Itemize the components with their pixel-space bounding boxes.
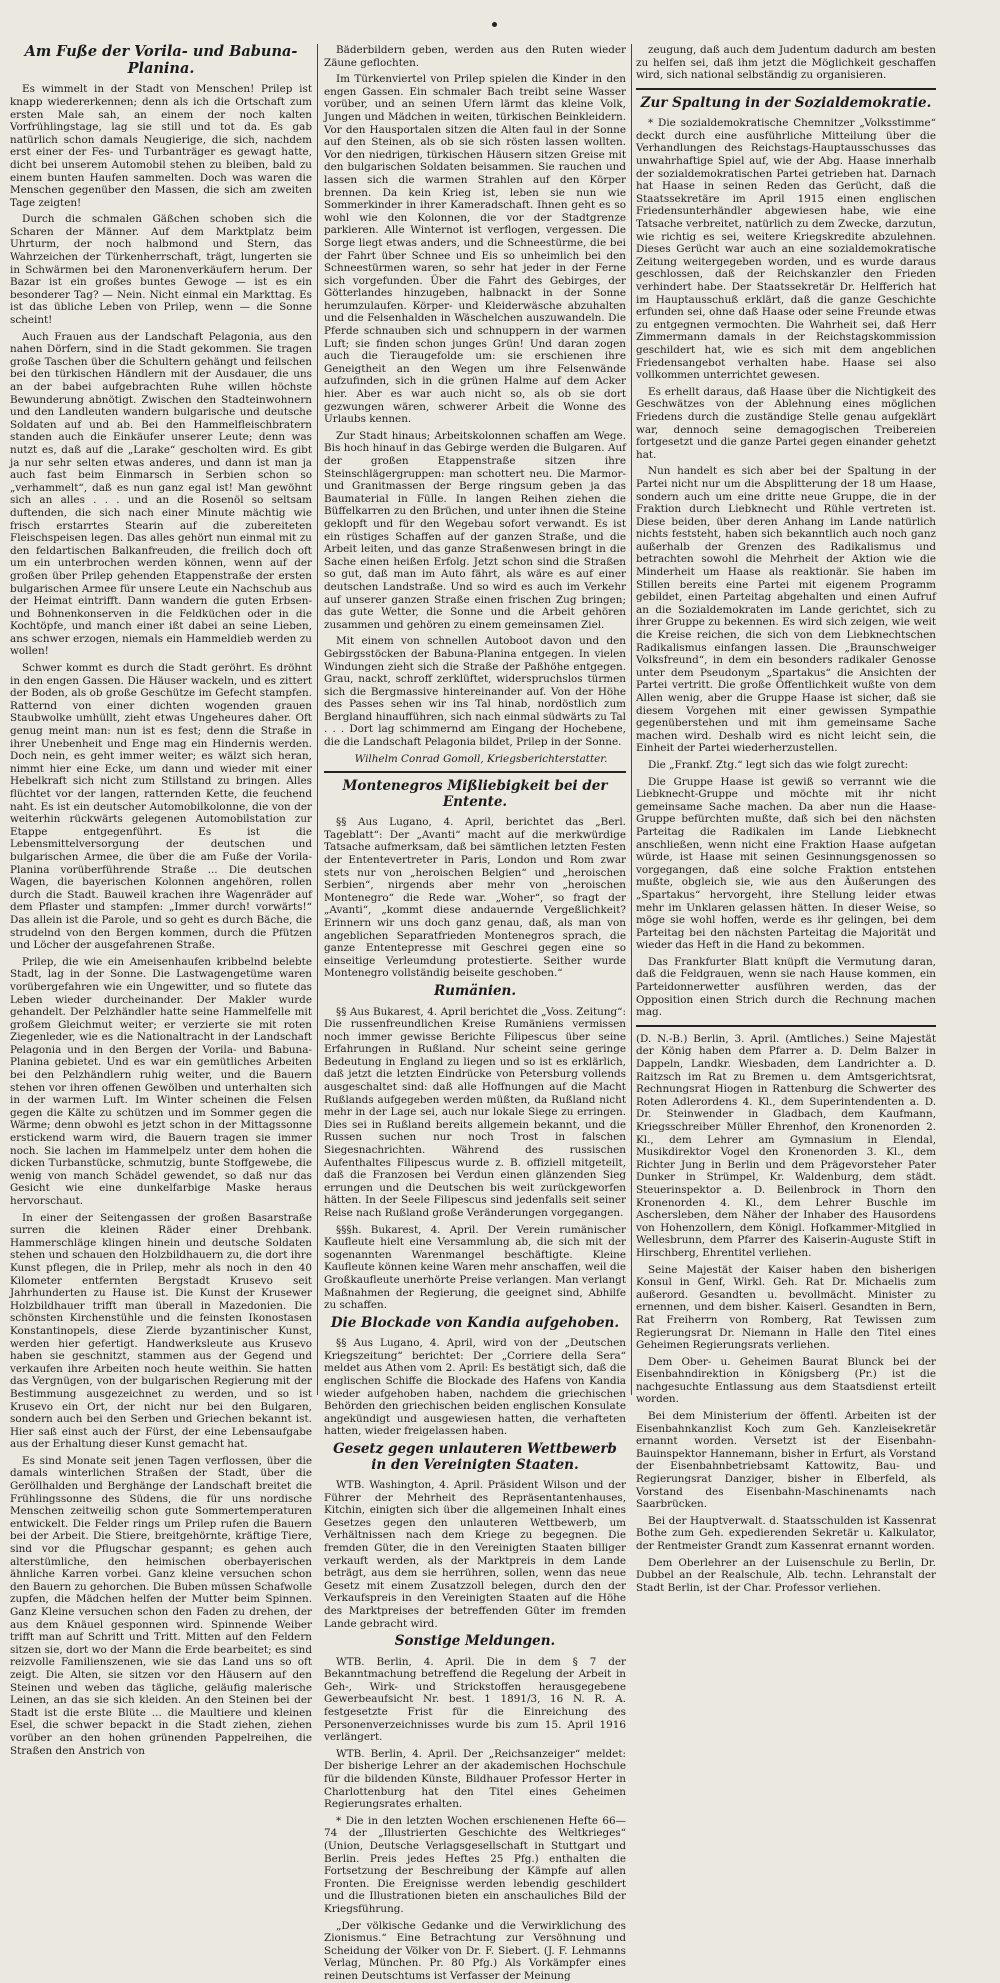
paragraph: Seine Majestät der Kaiser haben den bisherigen Konsul in Genf, Wirkl. Geh. Rat Dr. Michaelis zum außerord. Gesandten u. bevollmächt. Minister zu ernennen, und dem bisher. Kaiserl. Gesandten in Bern, Rat Freiherrn von Romberg, Rat Tewissen zum Regierungsrat Dr. Niemann in Halle den Titel eines Geheimen Regierungsrats verliehen. [636,1263,936,1352]
article-title-rumaenien: Rumänien. [433,983,517,999]
paragraph: Dem Oberlehrer an der Luisenschule zu Berlin, Dr. Dubbel an der Realschule, Alb. techn. Lehranstalt der Stadt Berlin, ist der Char. Professor verliehen. [636,1556,936,1594]
paragraph: Prilep, die wie ein Ameisenhaufen kribbelnd belebte Stadt, lag in der Sonne. Die Lastwagengetüme waren vorübergefahren wie ein Ungewitter, und so flutete das Leben wieder durcheinander. Der Makler wurde gehandelt. Der Pelzhändler hatte seine Hammelfelle mit großem Gleichmut weiter; er verzierte sie mit roten Ziegenleder, wie es die Nationaltracht in der Landschaft Pelagonia und in den Bergen der Vorila- und Babuna-Planina gebietet. Und es war ein gemütliches Arbeiten bei den Pelzhändlern ruhig weiter, und die Bauern stehen vor ihren offenen Gewölben und unterhalten sich in der warmen Luft. Im Winter scheinen die Felsen gegen die Kälte zu schützen und im Sommer gegen die Wärme; denn obwohl es jetzt schon in der Mittagssonne erstickend warm wird, die Bauern tragen sie immer noch. Sie lachen im Hammelpelz unter dem hohen die dicken Turbanstücke, schmutzig, bunte Stoffgewebe, die wenig von manch Schädel gewendet, so daß nur das Gesicht wie eine dunkelfarbige Maske heraus hervorschaut. [10,955,312,1207]
section-rule [324,771,626,773]
paragraph: * Die in den letzten Wochen erschienenen Hefte 66—74 der „Illustrierten Geschichte des Weltkrieges“ (Union, Deutsche Verlagsgesellschaft in Stuttgart und Berlin. Preis jedes Heftes 25 Pfg.) enthalten die Fortsetzung der Beschreibung der Kämpfe auf allen Fronten. Die Ereignisse werden lebendig geschildert und die Illustrationen bieten ein anschauliches Bild der Kriegsführung. [324,1814,626,1915]
column-3 [636,44,936,1594]
paragraph: §§§h. Bukarest, 4. April. Der Verein rumänischer Kaufleute hielt eine Versammlung ab, die sich mit der sogenannten Warenmangel beschäftigte. Kleine Kaufleute können keine Waren mehr anschaffen, weil die Großkaufleute unerhörte Preise verlangen. Man verlangt Maßnahmen der Regierung, die geeignet sind, Abhilfe zu schaffen. [324,1223,626,1312]
column-divider-1 [317,44,318,1395]
paragraph: WTB. Washington, 4. April. Präsident Wilson und der Führer der Mehrheit des Repräsentantenhauses, Kitchin, einigten sich über die allgemeinen Inhalt eines Gesetzes gegen den unlauteren Wettbewerb, um Verhältnissen nach dem Kriege zu begegnen. Die fremden Güter, die in den Vereinigten Staaten billiger verkauft werden, als der Marktpreis in dem Lande beträgt, aus dem sie herrühren, sollen, wenn das neue Gesetz mit einem Zusatzzoll belegen, durch den der Verkaufspreis in den Vereinigten Staaten auf die Höhe des Marktpreises der betreffenden Güter im fremden Lande gebracht wird. [324,1479,626,1630]
article-title-vorila-babuna: Am Fuße der Vorila- und Babuna-Planina. [24,43,298,77]
paragraph: „Der völkische Gedanke und die Verwirklichung des Zionismus.“ Eine Betrachtung zur Versöhnung und Scheidung der Völker von Dr. F. Siebert. (J. F. Lehmanns Verlag, München. Pr. 80 Pfg.) Als Vorkämpfer eines reinen Deutschtums ist Verfasser der Meinung [324,1919,626,1982]
article-title-kandia: Die Blockade von Kandia aufgehoben. [330,1314,620,1331]
paragraph: §§ Aus Lugano, 4. April, berichtet das „Berl. Tageblatt“: Der „Avanti“ macht auf die merkwürdige Tatsache aufmerksam, daß bei sämtlichen letzten Festen der Ententevertreter in Paris, London und Rom zwar stets nur von „heroischen Belgien“ und „heroischen Serbien“, nirgends aber mehr von „heroischen Montenegro“ die Rede war. „Woher“, so fragt der „Avanti“, „kommt diese andauernde Vergeßlichkeit? Erinnern wir uns doch ganz genau, daß, als man von angeblichen Separatfrieden Montenegros sprach, die ganze Ententepresse mit Geschrei gegen eine so einseitige Verleumdung protestierte. Seither wurde Montenegro vollständig beiseite geschoben.“ [324,816,626,980]
paragraph: WTB. Berlin, 4. April. Die in dem § 7 der Bekanntmachung betreffend die Regelung der Arbeit in Geh-, Wirk- und Strickstoffen herausgegebene Gewerbeaufsicht Nr. best. 1 1891/3, 16 N. R. A. festgesetzte Frist für die Einreichung des Personenverzeichnisses wurde bis zum 15. April 1916 verlängert. [324,1655,626,1744]
paragraph: Zur Stadt hinaus; Arbeitskolonnen schaffen am Wege. Bis hoch hinauf in das Gebirge werden die Bulgaren. Auf der großen Etappenstraße sitzen ihre Steinschlägergruppen: man schottert neu. Die Marmor- und Granitmassen der Berge ringsum geben ja das Baumaterial in Fülle. In langen Reihen ziehen die Büffelkarren zu den Brüchen, und unter ihnen die Steine geklopft und für den Wegebau sofort verwandt. Es ist ein rüstiges Schaffen auf der ganzen Straße, und die Arbeit leiten, und das ganze Straßenwesen bringt in die Sache einen heißen Erfolg. Jetzt schon sind die Straßen so gut, daß man im Auto fährt, als wäre es auf einer deutschen Landstraße. Und so wird es auch im Verkehr auf unserer ganzen Straße einen frischen Zug bringen; das gute Wetter, die Sonne und die Arbeit gehören zusammen und gehören zu einem gemeinsamen Ziel. [324,429,626,631]
article-title-wettbewerb: Gesetz gegen unlauteren Wettbewerb in den Vereinigten Staaten. [333,1441,617,1473]
author-signature: Wilhelm Conrad Gomoll, Kriegsberichterstatter. [354,752,608,765]
paragraph: Bei dem Ministerium der öffentl. Arbeiten ist der Eisenbahnkanzlist Koch zum Geh. Kanzleisekretär ernannt worden. Versetzt ist der Eisenbahn-Bauinspektor Hannemann, bisher in Erfurt, als Vorstand der Eisenbahnbetriebsamt Kattowitz, Bau- und Regierungsrat Danziger, bisher in Elberfeld, als Vorstand des Eisenbahn-Maschinenamts nach Saarbrücken. [636,1410,936,1511]
section-rule [636,88,936,90]
article-title-sonstige-meldungen: Sonstige Meldungen. [394,1633,556,1650]
paragraph: Das Frankfurter Blatt knüpft die Vermutung daran, daß die Feldgrauen, wenn sie nach Hause kommen, ein Parteidonnerwetter ausführen werden, das der Opposition einen Strich durch die Rechnung machen mag. [636,955,936,1019]
page-dot-mark [492,22,497,27]
continued-fragment: Bäderbildern geben, werden aus den Ruten wieder Zäune geflochten. [324,44,626,69]
paragraph: Die „Frankf. Ztg.“ legt sich das wie folgt zurecht: [648,758,909,771]
paragraph: Nun handelt es sich aber bei der Spaltung in der Partei nicht nur um die Absplitterung der 18 um Haase, sondern auch um eine dritte neue Gruppe, die in der Fraktion durch Liebknecht und Rühle vertreten ist. Diese beiden, über deren Anhang im Lande natürlich nichts feststeht, haben sich bekanntlich auch noch ganz außerhalb der Grenzen des Radikalismus und betrachten sowohl die Mehrheit der Aktion wie die Minderheit um Haase als reaktionär. Sie haben im Stillen bereits eine Partei mit eigenem Programm gebildet, einen Parteitag abgehalten und einen Aufruf an die Sozialdemokraten im Lande gerichtet, sich zu ihrer Gruppe zu bekennen. Es wird sich zeigen, wie weit die Kreise reichen, die sich von dem Liebknechtschen Radikalismus einfangen lassen. Die „Braunschweiger Volksfreund“, in dem ein besonders radikaler Genosse unter dem Pseudonym „Spartakus“ die Ansichten der Partei vertritt. Die große Öffentlichkeit wußte von dem Allen wenig, aber die Gruppe Haase ist sicher, daß sie diesem Vorgehen mit einer gewissen Sympathie gegenüberstehen und mit ihm gemeinsame Sache machen wird. Deshalb wird es nicht leicht sein, die Einheit der Partei wiederherzustellen. [636,465,936,755]
column-2 [324,44,626,1982]
paragraph: Schwer kommt es durch die Stadt geröhrt. Es dröhnt in den engen Gassen. Die Häuser wackeln, und es zittert der Boden, als ob große Geschütze im Gefecht stampfen. Ratternd von einer dichten wogenden grauen Staubwolke umhüllt, zieht etwas Ungeheures daher. Oft genug meint man: nun ist es fest; denn die Straße in ihrer Unebenheit und Enge mag ein Hindernis werden. Doch nein, es geht immer weiter; es wälzt sich heran, nimmt hier eine Ecke, um dann und wieder mit einer Hebelkraft sich nicht zum Stillstand zu bringen. Alles flüchtet vor der langen, ratternden Kette, die feuchend naht. Es ist ein deutscher Automobilkolonne, die von der weiterhin rückwärts gelegenen Automobilstation zur Etappe entgegenführt. Es ist die Lebensmittelversorgung der deutschen und bulgarischen Armee, die über die am Fuße der Vorila-Planina vorüberführende Straße ... Die deutschen Wagen, die bayerischen Kolonnen angehören, rollen durch die Stadt. Bauweil krachen ihre Wagenräder auf dem Pflaster und stampfen: „Immer durch! vorwärts!“ Das allein ist die Parole, und so geht es durch Bäche, die strudelnd von den Bergen kommen, durch die Pfützen und Löcher der ausgefahrenen Straße. [10,662,312,952]
article-title-sozialdemokratie: Zur Spaltung in der Sozialdemokratie. [640,94,932,111]
article-body-vorila-babuna [10,83,312,1757]
column-1 [10,43,312,1757]
paragraph: Durch die schmalen Gäßchen schoben sich die Scharen der Männer. Auf dem Marktplatz beim Uhrturm, der noch halbmond und Stern, das Wahrzeichen der Türkenherrschaft, trägt, lungerten sie in Schwärmen bei den Maronenverkäufern herum. Der Bazar ist ein großes buntes Gewoge — ist es ein besonderer Tag? — Nein. Nicht einmal ein Markttag. Es ist das übliche Leben von Prilep, wenn — die Sonne scheint! [10,213,312,327]
paragraph: Es wimmelt in der Stadt von Menschen! Prilep ist knapp wiedererkennen; denn als ich die Ortschaft zum ersten Male sah, an einem der noch kalten Vorfrühlingstage, lag sie still und tot da. Es gab natürlich schon damals Neugierige, die sich, nachdem erst einer der Fes- und Turbanträger es gewagt hatte, dicht bei unserem Automobil stehen zu bleiben, bald zu einem bunten Haufen sammelten. Doch was waren die Menschen gegenüber den Massen, die sich am zweiten Tage zeigten! [10,83,312,209]
paragraph: Es sind Monate seit jenen Tagen verflossen, über die damals winterlichen Straßen der Stadt, über die Geröllhalden und Berghänge der Landschaft breitet die Frühlingssonne des Südens, die für uns nordische Menschen zeitweilig schon gute Sommertemperaturen entwickelt. Die Felder rings um Prilep rufen die Bauern bei der Arbeit. Die Stiere, breitgehörnte, kräftige Tiere, sind vor die Pflugschar gespannt; es gehen auch alterstümliche, den heimischen oberbayerischen ähnliche Karren vorbei. Ganz kleine versuchen schon den Bauern zu gehorchen. Die Buben müssen Schafwolle zupfen, die Mädchen helfen der Mutter beim Spinnen. Ganz Kleine versuchen schon den Faden zu drehen, der aus dem Knäuel gesponnen wird. Spinnende Weiber trifft man auf Schritt und Tritt. Mitten auf den Feldern sitzen sie, dort wo der Mann die Erde bearbeitet; es sind reizvolle Familienszenen, wie sie das Land uns so oft zeigt. Die Alten, sie sitzen vor den Häusern auf den Steinen und weben das tägliche, geläufig malerische Leinen, an das sie sich kleiden. An den Steinen bei der Stadt ist die erste Blüte ... die Maultiere und kleinen Esel, die schwer bepackt in die Stadt ziehen, ziehen vorüber an den hohen grünenden Pappelreihen, die Straßen den Anstrich von [10,1454,312,1757]
article-title-montenegro: Montenegros Mißliebigkeit bei der Entente. [342,778,608,810]
paragraph: §§ Aus Lugano, 4. April, wird von der „Deutschen Kriegszeitung“ berichtet: Der „Corriere della Sera“ meldet aus Athen vom 2. April: Es bestätigt sich, daß die englischen Schiffe die Blockade des Hafens von Kandia wieder aufgehoben haben, nachdem die griechischen Behörden den griechischen beiden englischen Konsulate angekündigt und ausgewiesen hatten, die verhafteten hatten, wieder freigelassen haben. [324,1337,626,1438]
paragraph: Die Gruppe Haase ist gewiß so verrannt wie die Liebknecht-Gruppe und möchte mit ihr nicht gemeinsame Sache machen. Da aber nun die Haase-Gruppe befürchten mußte, daß sich bei den nächsten Parteitag die Radikalen im Lande Liebknecht anschließen, wenn nicht eine Fraktion Haase aufgetan würde, ist Haase mit seinen Gesinnungsgenossen so vorgegangen, daß eine solche Fraktion entstehen mußte, obgleich sie, wie aus den Äußerungen des „Spartakus“ hervorgeht, ihre Stellung leider etwas mehr im Unklaren gelassen hätten. In dieser Weise, so möge sie wohl hoffen, werde es ihr gelingen, bei dem Parteitag bei den nächsten Parteitag die Majorität und wieder das Heft in die Hand zu bekommen. [636,775,936,952]
paragraph: Mit einem von schnellen Autoboot davon und den Gebirgsstöcken der Babuna-Planina entgegen. In vielen Windungen zieht sich die Straße der Paßhöhe entgegen. Grau, nackt, schroff zerklüftet, widerspruchslos türmen sich die Bergmassive hintereinander auf. Von der Höhe des Passes sehen wir ins Tal hinab, nordöstlich zum Bergland hinaufführen, sich nach einmal südwärts zu Tal . . . Dort lag schimmernd am Eingang der Hochebene, die die Landschaft Pelagonia bildet, Prilep in der Sonne. [324,635,626,749]
paragraph: Im Türkenviertel von Prilep spielen die Kinder in den engen Gassen. Ein schmaler Bach treibt seine Wasser vorüber, und an seinen Ufern lärmt das kleine Volk, Jungen und Mädchen in weiten, türkischen Beinkleidern. Vor den Hausportalen sitzen die Alten faul in der Sonne auf den Steinen, als ob sie sich rösten lassen wollten. Vor den niedrigen, türkischen Häusern sitzen Greise mit den bulgarischen Soldaten beisammen. Sie rauchen und lassen sich die warmen Strahlen auf den Körper brennen. Da kein Krieg ist, leben sie nun wie Sommerkinder in ihrer Kameradschaft. Ihnen geht es so wohl wie den Kolonnen, die vor der Stadtgrenze parkieren. Alle Winternot ist verflogen, vergessen. Die Sorge liegt etwas anders, und die Schneestürme, die bei der Fahrt über Schnee und Eis so unheimlich bei den Schneestürmen waren, so sehr hat jeder in der Ferne sich vorgefunden. Über die Fahrt des Gebirges, der Götterlandes hinzugeben, halbnackt in der Sonne herumzulaufen. Körper- und Kleiderwäsche abzuhalten und die Felsenhalden in Wäschelchen auszuwandeln. Die Pferde schnauben sich und schnuppern in der warmen Luft; sie finden schon junges Grün! Und daran zogen auch die Tieraugefolde um: sie erschienen ihre Geneigtheit an den Wegen um ihre Felsenwände aufzufinden, sich in die grünen Halme auf dem Acker hier. Aber es war auch nicht so, als ob sie dort gezwungen wären, schwerer Arbeit die Wonne des Urlaubs kennen. [324,73,626,426]
column-divider-2 [631,44,632,1395]
paragraph: Es erhellt daraus, daß Haase über die Nichtigkeit des Geschwätzes von der Ablehnung eines möglichen Friedens durch die zuständige Stelle genau aufgeklärt war, dennoch seine demagogischen Treibereien fortgesetzt und die ganze Partei gegen einander gehetzt hat. [636,385,936,461]
paragraph: WTB. Berlin, 4. April. Der „Reichsanzeiger“ meldet: Der bisherige Lehrer an der akademischen Hochschule für die bildenden Künste, Bildhauer Professor Herter in Charlottenburg hat den Titel eines Geheimen Regierungsrates erhalten. [324,1747,626,1811]
paragraph: Dem Ober- u. Geheimen Baurat Blunck bei der Eisenbahndirektion in Königsberg (Pr.) ist die nachgesuchte Entlassung aus dem Staatsdienst erteilt worden. [636,1355,936,1406]
section-rule [636,1025,936,1027]
paragraph: (D. N.-B.) Berlin, 3. April. (Amtliches.) Seine Majestät der König haben dem Pfarrer a. D. Delm Balzer in Dappeln, Landkr. Wiesbaden, dem Landrichter a. D. Raitzsch im Rat zu Bremen u. dem Amtsgerichtsrat, Rechnungsrat Hiogen in Rattenburg die Schwerter des Roten Adlerordens 4. Kl., dem Superintendenten a. D. Dr. Steinwender in Gladbach, dem Kaufmann, Kriegsschreiber Müller Ehrenhof, den Kronenorden 2. Kl., dem Lehrer am Gymnasium in Elendal, Musikdirektor Vogel den Kronenorden 3. Kl., dem Richter Jung in Berlin und dem Prägevorsteher Pater Dunker in Strümpel, Kr. Waldenburg, dem städt. Steuerinspektor a. D. Beilenbrock in Thorn den Kronenorden 4. Kl., dem Lehrer Buschle im Aschersleben, dem Näher der Inhaber des Hausordens von Hohenzollern, dem Königl. Hofkammer-Mitglied in Wellesbrunn, dem Pfarrer des Kaiserin-Auguste Stift in Hirschberg, Ehrentitel verliehen. [636,1032,936,1259]
paragraph: §§ Aus Bukarest, 4. April berichtet die „Voss. Zeitung“: Die russenfreundlichen Kreise Rumäniens vermissen noch immer gewisse Berichte Filipescus über seine Erfahrungen in Rußland. Nur scheint seine geringe Bedeutung in England zu liegen und so ist es erklärlich, daß jetzt die letzten Eindrücke von Petersburg vollends ausgeschaltet sind: daß alle Hoffnungen auf die Macht Rußlands aufgegeben werden müßten, da Rußland nicht mehr in der Lage sei, auch nur lokale Siege zu erringen. Dies sei in Rußland bereits allgemein bekannt, und die Russen suchen nur noch Trost in falschen Siegesnachrichten. Während des russischen Aufenthaltes Filipescus wurde z. B. offiziell mitgeteilt, daß die Franzosen bei Verdun einen glänzenden Sieg errungen und die Deutschen bis weit zurückgeworfen hätten. In der Seele Filipescus sind jedenfalls seit seiner Reise nach Rußland große Veränderungen vorgegangen. [324,1005,626,1220]
paragraph: * Die sozialdemokratische Chemnitzer „Volksstimme“ deckt durch eine ausführliche Mitteilung über die Verhandlungen des Reichstags-Hauptausschusses das unwahrhaftige Spiel auf, wie der Abg. Haase innerhalb der sozialdemokratischen Partei getrieben hat. Darnach hat Haase in seinen Reden das Gerücht, daß die Staatssekretäre im April 1915 einen englischen Friedensunterhändler abgewiesen habe, wie eine Tatsache verbreitet, natürlich zu dem Zwecke, darzutun, wie richtig es sei, weitere Kriegskredite abzulehnen. Dieses Gerücht war auch an eine sozialdemokratische Zeitung weitergegeben worden, und es wurde daraus geschlossen, daß der Reichskanzler den Frieden verhindert habe. Der Staatssekretär Dr. Helfferich hat im Hauptausschuß erklärt, daß die ganze Geschichte erfunden sei, ohne daß Haase oder seine Freunde etwas zu entgegnen vermochten. Die Wahrheit sei, daß Herr Zimmermann damals in der Reichstagskommission geschildert hat, wie es sich mit dem angeblichen Friedensangebot verhalten habe. Haase sei also vollkommen unterrichtet gewesen. [636,117,936,382]
paragraph: Auch Frauen aus der Landschaft Pelagonia, aus den nahen Dörfern, sind in die Stadt gekommen. Sie tragen große Taschen über die Schultern gehängt und feilschen bei den türkischen Händlern mit der Ausdauer, die uns an der babei aufgebrachten Ruhe willen höchste Bewunderung abnötigt. Zwischen den Stadteinwohnern und den Landleuten wandern bulgarische und deutsche Soldaten auf und ab. Bei den Hammelfleischbratern standen auch die Einkäufer unserer Leute; denn was nutzt es, daß auf die „Larake“ gescholten wird. Es gibt ja nur sehr selten etwas anderes, und dann ist man ja auch fast beim Einmarsch in Serbien schon so „verhammelt“, daß es nun ganz egal ist! Man gewöhnt sich an alles . . . und an die Rosenöl so seltsam duftenden, die sich nach einer Minute mächtig wie frisch erstarrtes Stearin auf die zubereiteten Fleischspeisen legen. Das alles gehört nun einmal mit zu den feldartischen Balkanfreuden, die freilich doch oft um ein unterbrochen werden können, wenn auf der großen über Prilep gehenden Etappenstraße der ersten bulgarischen Armee für unsere Leute ein Nachschub aus der Heimat eintrifft. Dann wandern die guten Erbsen- und Bohnenkonserven in die Feldküchen oder in die Kochtöpfe, und manch einer ißt dabei an seine Lieben, ans schwer erzogen, niemals ein Hammeldieb werden zu wollen! [10,330,312,658]
continued-fragment: zeugung, daß auch dem Judentum dadurch am besten zu helfen sei, daß ihm jetzt die Möglichkeit geschaffen wird, sich national selbständig zu organisieren. [636,44,936,82]
paragraph: In einer der Seitengassen der großen Basarstraße surren die kleinen Räder einer Drehbank. Hammerschläge klingen hinein und deutsche Soldaten stehen und schauen den Holzbildhauern zu, die dort ihre Kunst pflegen, die in Prilep, mehr als noch in den 40 Kilometer entfernten Bergstadt Krusevo seit Jahrhunderten zu Hause ist. Die Kunst der Krusewer Holzbildhauer trifft man überall in Mazedonien. Die schönsten Kirchenstühle und die feinsten Ikonostasen Konstantinopels, diese Zierde byzantinischer Kunst, werden hier gefertigt. Handwerksleute aus Krusevo haben sie geschnitzt, stammen aus der Gegend und verkaufen ihre Arbeiten noch heute weithin. Sie hatten das Vergnügen, von der bulgarischen Regierung mit der Bestimmung ausgezeichnet zu werden, und so ist Krusevo ein Ort, der nicht nur bei den Bulgaren, sondern auch bei den Serben und Griechen bekannt ist. Hier saß einst auch der Fürst, der eine Lebensaufgabe aus der Erhaltung dieser Kunst gemacht hat. [10,1211,312,1451]
paragraph: Bei der Hauptverwalt. d. Staatsschulden ist Kassenrat Bothe zum Geh. expedierenden Sekretär u. Kalkulator, der Rentmeister Grandt zum Kassenrat ernannt worden. [636,1514,936,1553]
